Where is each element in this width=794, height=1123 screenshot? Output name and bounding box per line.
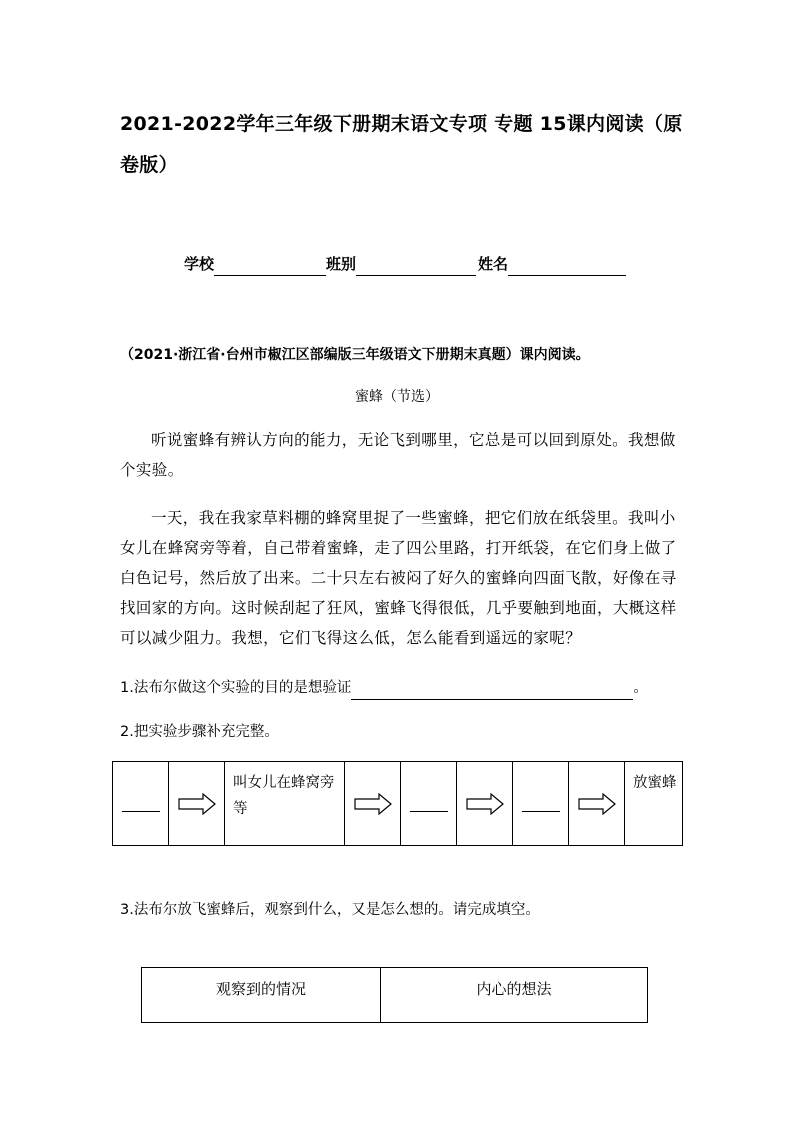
arrow-icon — [457, 762, 513, 846]
arrow-icon — [569, 762, 625, 846]
passage-paragraph-1: 听说蜜蜂有辨认方向的能力，无论飞到哪里，它总是可以回到原处。我想做个实验。 — [120, 431, 676, 479]
question-1 — [120, 676, 690, 700]
passage-heading: 蜜蜂（节选） — [355, 389, 439, 405]
question-1-end: 。 — [633, 680, 648, 696]
passage-paragraph-2: 一天，我在我家草料棚的蜂窝里捉了一些蜜蜂，把它们放在纸袋里。我叫小女儿在蜂窝旁等着，自己带着蜜蜂，走了四公里路，打开纸袋，在它们身上做了白色记号，然后放了出来。二十只左右被闷了好久的蜜蜂向四面飞散，好像在寻找回家的方向。这时候刮起了狂风，蜜蜂飞得很低，几乎要触到地面，大概这样可以减少阻力。我想，它们飞得这么低，怎么能看到遥远的家呢？ — [120, 509, 677, 647]
name-label: 姓名 — [478, 255, 509, 273]
class-label: 班别 — [326, 255, 357, 273]
name-blank[interactable] — [508, 257, 626, 276]
question-3: 3.法布尔放飞蜜蜂后，观察到什么，又是怎么想的。请完成填空。 — [120, 902, 540, 918]
thought-header: 内心的想法 — [381, 968, 648, 1023]
arrow-icon — [169, 762, 225, 846]
arrow-icon — [345, 762, 401, 846]
step-blank-3[interactable] — [513, 762, 569, 846]
observation-header: 观察到的情况 — [142, 968, 381, 1023]
question-1-text: 1.法布尔做这个实验的目的是想验证 — [120, 680, 352, 696]
step-blank-2[interactable] — [401, 762, 457, 846]
question-1-answer-blank[interactable] — [351, 681, 633, 700]
page-title: 2021-2022学年三年级下册期末语文专项 专题 15课内阅读（原卷版） — [120, 113, 683, 176]
step-wait-by-hive: 叫女儿在蜂窝旁等 — [225, 762, 345, 846]
observation-table — [141, 967, 648, 1023]
step-blank-1[interactable] — [113, 762, 169, 846]
school-blank[interactable] — [214, 257, 326, 276]
student-info-line — [184, 252, 654, 276]
experiment-steps-table — [112, 761, 683, 846]
source-note: （2021·浙江省·台州市椒江区部编版三年级语文下册期末真题）课内阅读。 — [120, 347, 590, 363]
school-label: 学校 — [184, 255, 215, 273]
question-2: 2.把实验步骤补充完整。 — [120, 724, 279, 740]
step-release-bees: 放蜜蜂 — [625, 762, 683, 846]
class-blank[interactable] — [356, 257, 476, 276]
